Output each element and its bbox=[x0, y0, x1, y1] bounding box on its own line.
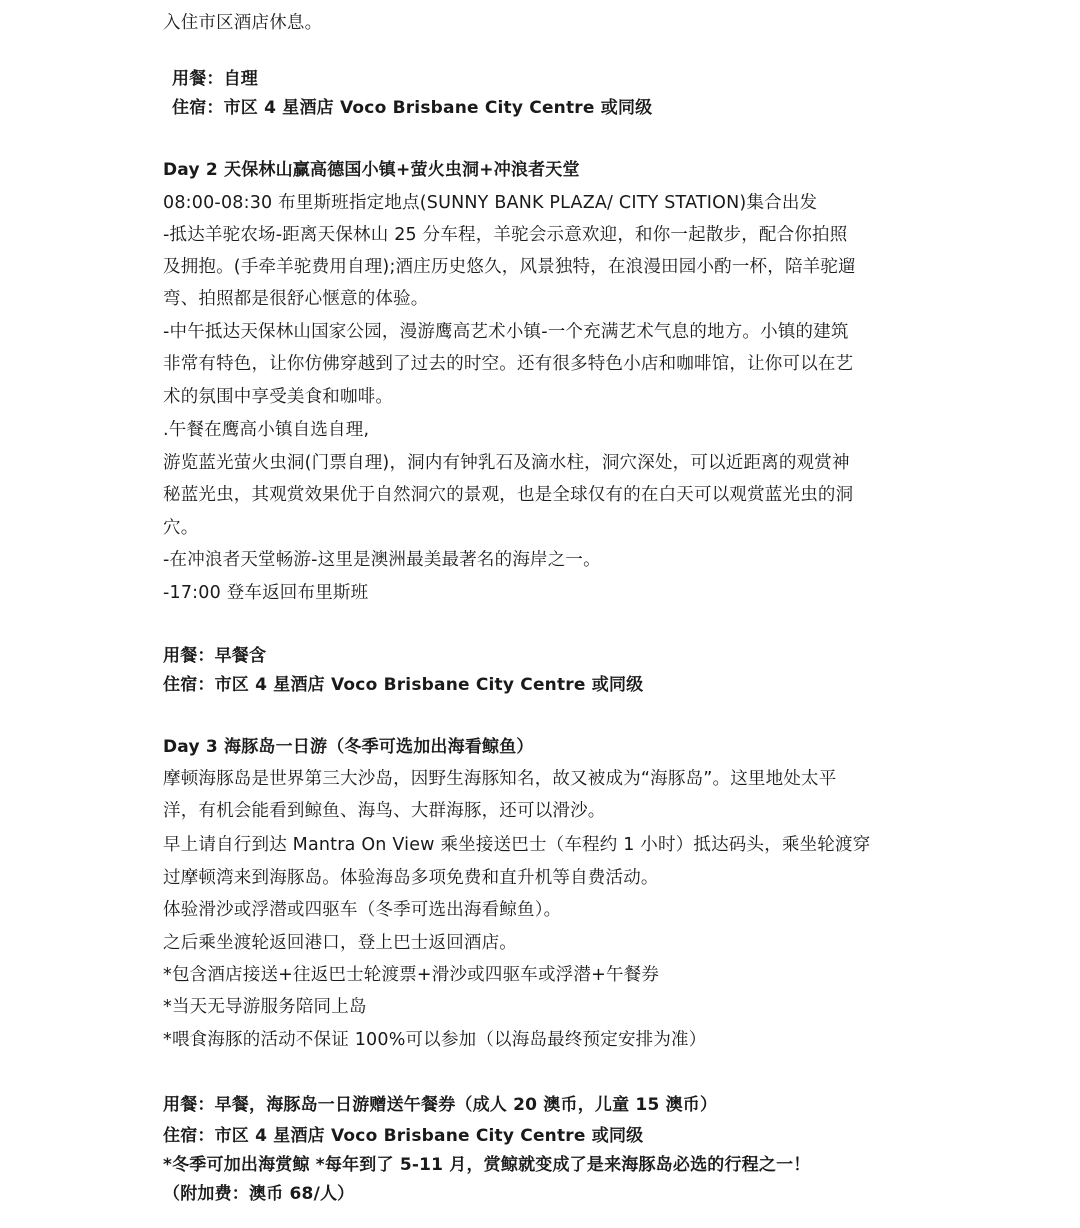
day2-line: -抵达羊驼农场-距离天保林山 25 分车程，羊驼会示意欢迎，和你一起散步，配合你拍照 bbox=[163, 225, 848, 245]
day2-line: 非常有特色，让你仿佛穿越到了过去的时空。还有很多特色小店和咖啡馆，让你可以在艺 bbox=[163, 354, 854, 374]
day2-line: 穴。 bbox=[163, 518, 199, 538]
day2-line: .午餐在鹰高小镇自选自理, bbox=[163, 420, 370, 440]
day3-meals: 用餐：早餐，海豚岛一日游赠送午餐券（成人 20 澳币，儿童 15 澳币） bbox=[163, 1095, 718, 1115]
day2-line: -17:00 登车返回布里斯班 bbox=[163, 583, 369, 603]
day2-line: -中午抵达天保林山国家公园，漫游鹰高艺术小镇-一个充满艺术气息的地方。小镇的建筑 bbox=[163, 322, 849, 342]
day2-line: 08:00-08:30 布里斯班指定地点(SUNNY BANK PLAZA/ CITY STATION)集合出发 bbox=[163, 193, 818, 213]
day3-heading: Day 3 海豚岛一日游（冬季可选加出海看鲸鱼） bbox=[163, 737, 534, 757]
day3-line: 早上请自行到达 Mantra On View 乘坐接送巴士（车程约 1 小时）抵达码头，乘坐轮渡穿 bbox=[163, 835, 871, 855]
day2-hotel: 住宿：市区 4 星酒店 Voco Brisbane City Centre 或同级 bbox=[163, 675, 644, 695]
day3-whale-note: *冬季可加出海赏鲸 *每年到了 5-11 月，赏鲸就变成了是来海豚岛必选的行程之一！ bbox=[163, 1155, 811, 1175]
day1-arrival-line: 入住市区酒店休息。 bbox=[163, 13, 323, 33]
day2-heading: Day 2 天保林山赢高德国小镇+萤火虫洞+冲浪者天堂 bbox=[163, 160, 580, 180]
day2-line: 弯、拍照都是很舒心惬意的体验。 bbox=[163, 289, 429, 309]
day3-hotel: 住宿：市区 4 星酒店 Voco Brisbane City Centre 或同级 bbox=[163, 1126, 644, 1146]
day3-line: 过摩顿湾来到海豚岛。体验海岛多项免费和直升机等自费活动。 bbox=[163, 868, 659, 888]
day2-line: 游览蓝光萤火虫洞(门票自理)，洞内有钟乳石及滴水柱，洞穴深处，可以近距离的观赏神 bbox=[163, 453, 850, 473]
day3-line: 洋，有机会能看到鲸鱼、海鸟、大群海豚，还可以滑沙。 bbox=[163, 801, 606, 821]
day2-line: -在冲浪者天堂畅游-这里是澳洲最美最著名的海岸之一。 bbox=[163, 550, 601, 570]
day3-line: *包含酒店接送+往返巴士轮渡票+滑沙或四驱车或浮潜+午餐券 bbox=[163, 965, 660, 985]
day3-extra-fee: （附加费：澳币 68/人） bbox=[163, 1184, 355, 1204]
day1-meals: 用餐：自理 bbox=[172, 69, 258, 89]
day2-line: 术的氛围中享受美食和咖啡。 bbox=[163, 387, 394, 407]
day2-line: 秘蓝光虫，其观赏效果优于自然洞穴的景观，也是全球仅有的在白天可以观赏蓝光虫的洞 bbox=[163, 485, 854, 505]
day1-hotel: 住宿：市区 4 星酒店 Voco Brisbane City Centre 或同级 bbox=[172, 98, 653, 118]
day3-line: *当天无导游服务陪同上岛 bbox=[163, 997, 367, 1017]
day3-line: 体验滑沙或浮潜或四驱车（冬季可选出海看鲸鱼）。 bbox=[163, 900, 562, 920]
day2-line: 及拥抱。(手牵羊驼费用自理);酒庄历史悠久，风景独特，在浪漫田园小酌一杯，陪羊驼遛 bbox=[163, 257, 856, 277]
day3-line: *喂食海豚的活动不保证 100%可以参加（以海岛最终预定安排为准） bbox=[163, 1030, 707, 1050]
day3-line: 摩顿海豚岛是世界第三大沙岛，因野生海豚知名，故又被成为“海豚岛”。这里地处太平 bbox=[163, 769, 837, 789]
day3-line: 之后乘坐渡轮返回港口，登上巴士返回酒店。 bbox=[163, 933, 517, 953]
day2-meals: 用餐：早餐含 bbox=[163, 646, 267, 666]
